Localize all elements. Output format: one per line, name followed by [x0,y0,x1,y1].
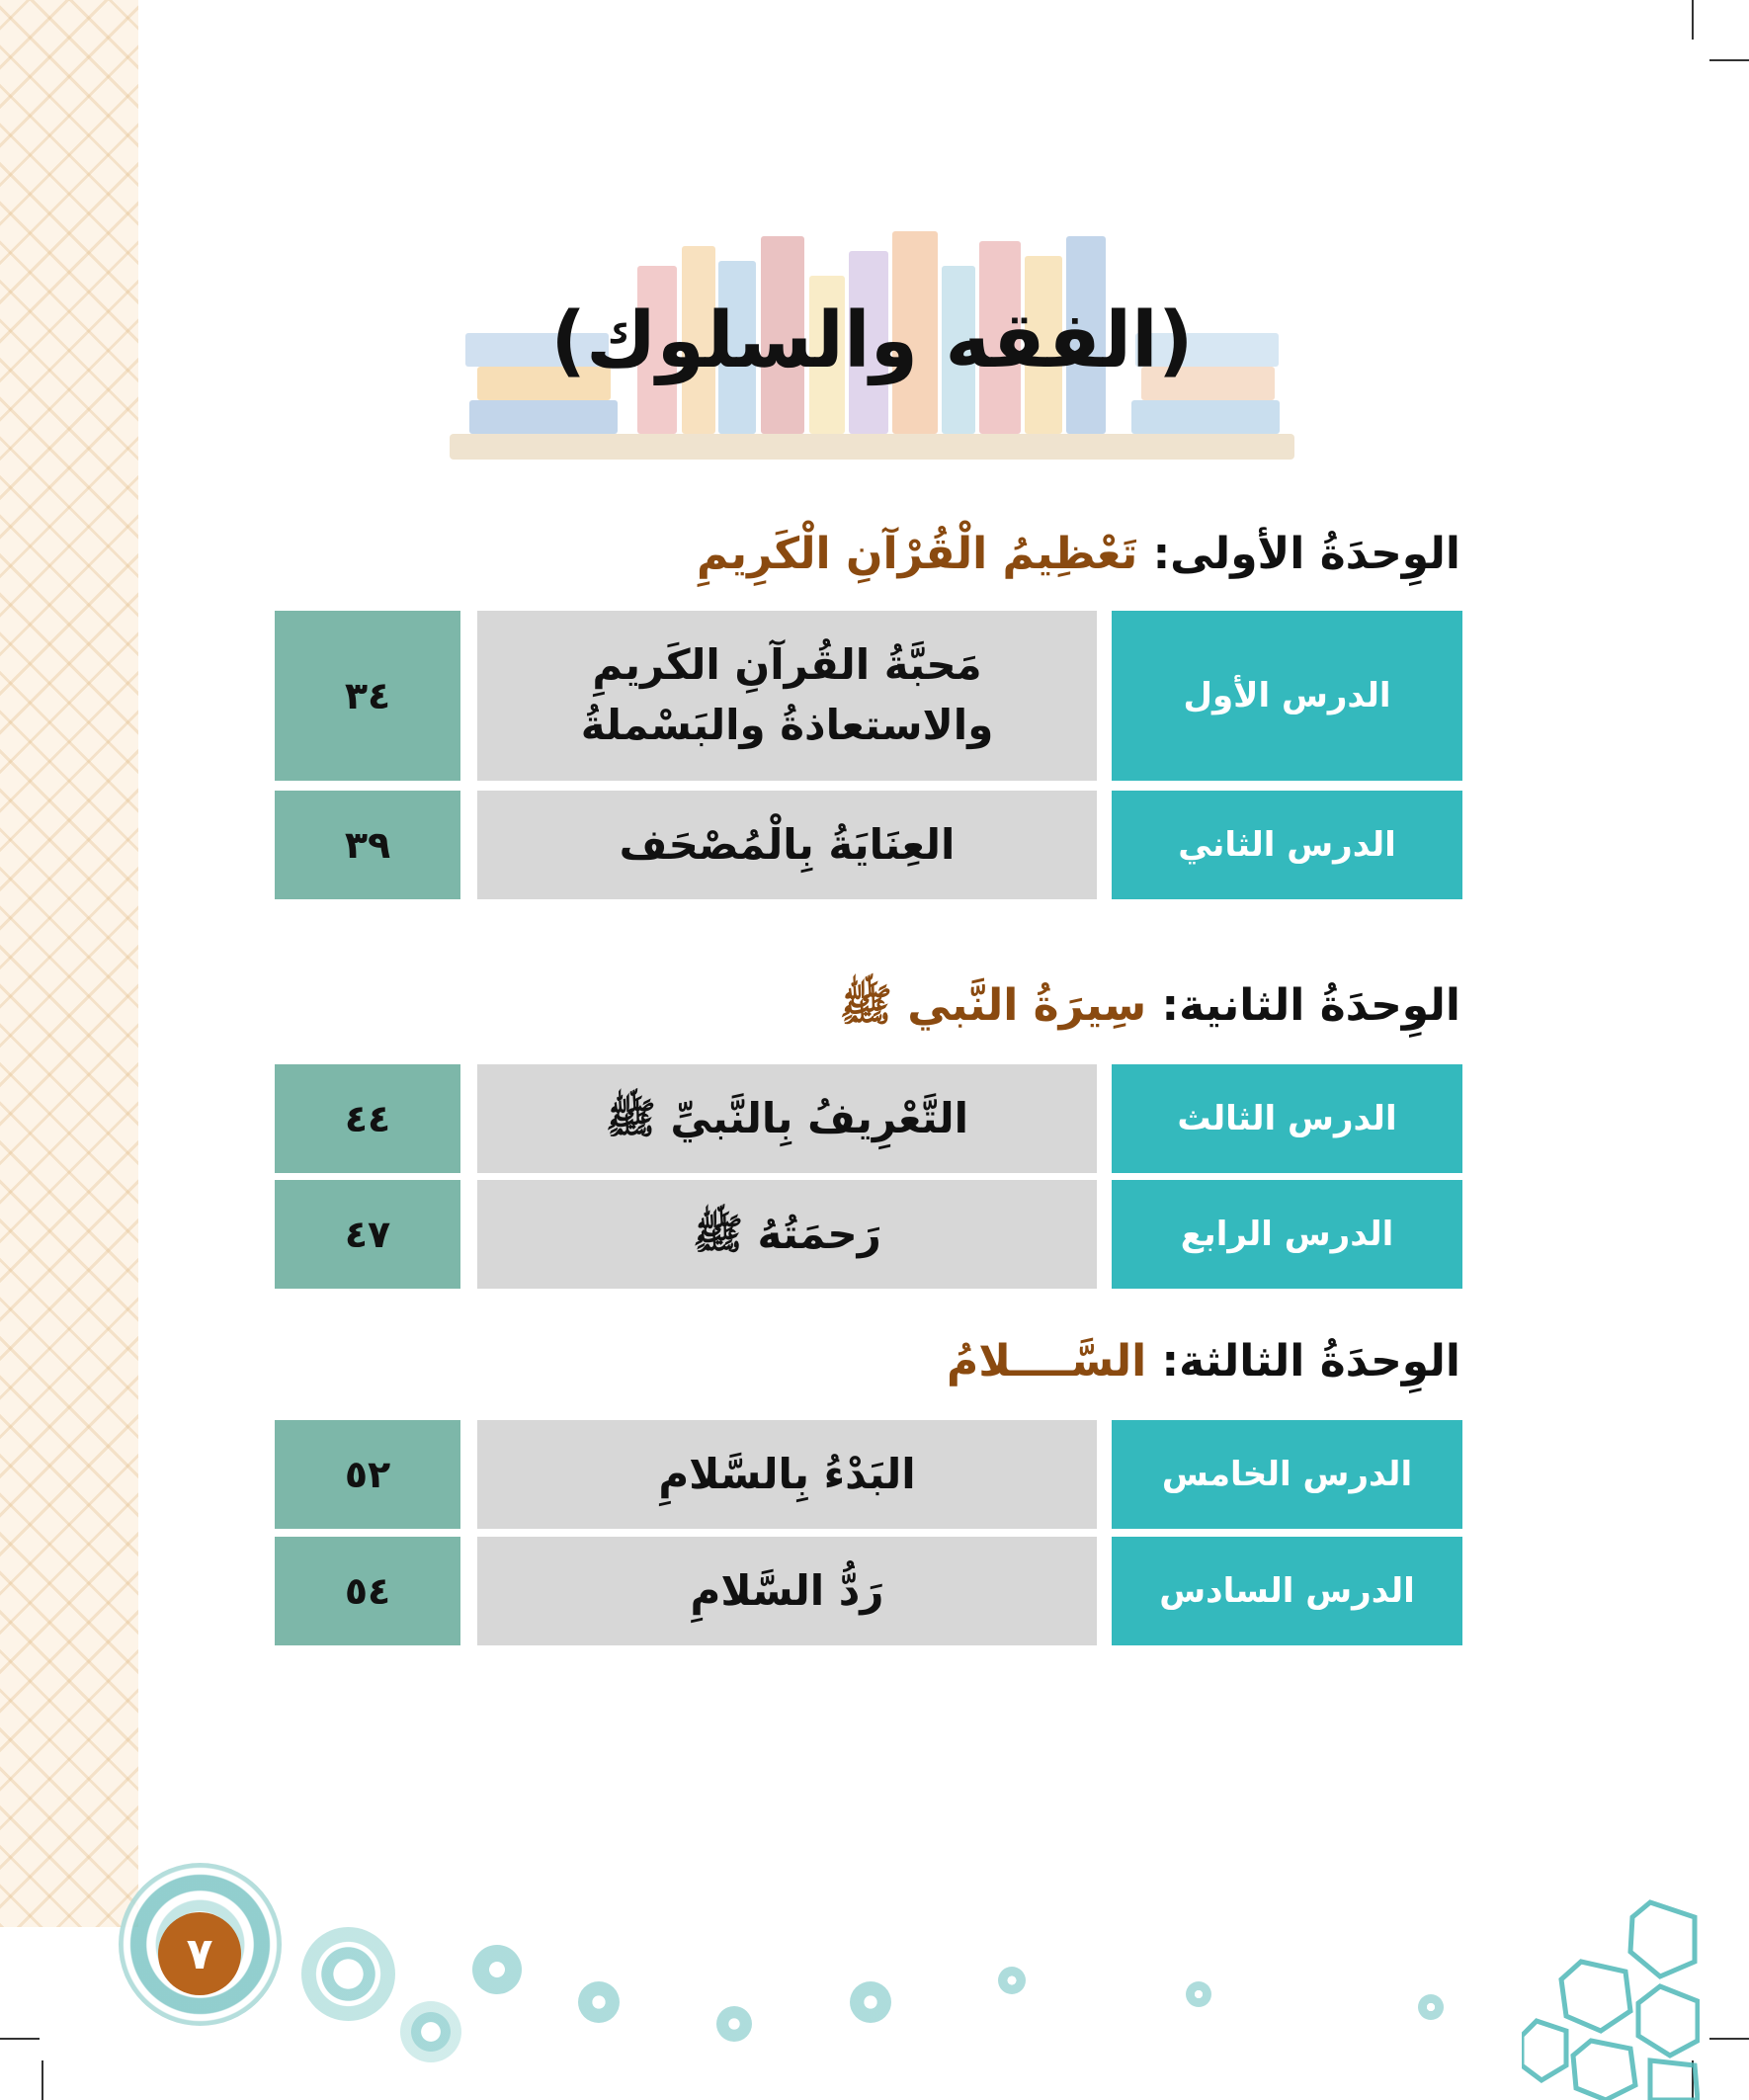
rosette-ornament [998,1967,1026,1994]
lesson-label-cell: الدرس السادس [1112,1537,1462,1645]
lesson-label-cell: الدرس الثالث [1112,1064,1462,1173]
book [469,400,618,434]
topic-line: مَحبَّةُ القُرآنِ الكَريمِ [592,640,982,690]
lesson-topic-cell [477,1537,1097,1645]
lesson-topic-cell [477,791,1097,899]
page-number-cell: ٤٧ [275,1180,460,1289]
rosette-ornament [1418,1994,1444,2020]
rosette-ornament [578,1981,620,2023]
book [1131,400,1280,434]
crop-mark [1709,59,1749,61]
table-row [275,1420,1462,1529]
topic-line: رَدُّ السَّلامِ [690,1565,884,1615]
table-row [275,611,1462,781]
page-title: (الفقه والسلوك) [550,296,1194,385]
rosette-ornament [301,1927,395,2021]
table-row [275,1537,1462,1645]
topic-line: البَدْءُ بِالسَّلامِ [658,1449,916,1498]
shelf [450,434,1294,460]
rosette-ornament [472,1945,522,1994]
rosette-ornament [716,2006,752,2042]
crop-mark [42,2060,43,2100]
crop-mark [1709,2038,1749,2040]
lesson-topic-cell [477,1180,1097,1289]
unit-heading-1 [697,529,1460,579]
unit-name: تَعْظِيمُ الْقُرْآنِ الْكَرِيمِ [697,529,1138,579]
unit-label: الوِحدَةُ الثانية: [1161,980,1460,1031]
table-row [275,1064,1462,1173]
unit-name: السَّــــلامُ [947,1336,1147,1386]
decorative-border [0,0,138,1927]
page-number-cell: ٣٤ [275,611,460,781]
unit-name: سِيرَةُ النَّبي ﷺ [839,980,1147,1031]
page-number-cell: ٥٤ [275,1537,460,1645]
lesson-topic-cell [477,1420,1097,1529]
lesson-topic-cell [477,611,1097,781]
lesson-label-cell: الدرس الخامس [1112,1420,1462,1529]
lesson-topic-cell [477,1064,1097,1173]
unit-heading-3 [947,1336,1460,1386]
crop-mark [1692,0,1694,40]
page-number-cell: ٥٢ [275,1420,460,1529]
lesson-label-cell: الدرس الرابع [1112,1180,1462,1289]
crop-mark [0,2038,40,2040]
table-row [275,791,1462,899]
rosette-ornament [400,2001,461,2062]
rosette-ornament [850,1981,891,2023]
lesson-label-cell: الدرس الثاني [1112,791,1462,899]
page-number-cell: ٤٤ [275,1064,460,1173]
unit-heading-2 [840,978,1460,1042]
page-number-badge: ٧ [158,1912,241,1995]
geometric-corner-ornament [1522,1892,1700,2100]
topic-line: التَّعْرِيفُ بِالنَّبيِّ ﷺ [606,1093,969,1142]
topic-line: رَحمَتُهُ ﷺ [693,1209,881,1258]
topic-line: العِنَايَةُ بِالْمُصْحَف [619,819,956,869]
rosette-ornament [1186,1981,1211,2007]
topic-line: والاستعاذةُ والبَسْملةُ [580,701,994,749]
table-row [275,1180,1462,1289]
page-number-cell: ٣٩ [275,791,460,899]
unit-label: الوِحدَةُ الأولى: [1152,529,1460,579]
unit-label: الوِحدَةُ الثالثة: [1161,1336,1460,1386]
lesson-label-cell: الدرس الأول [1112,611,1462,781]
